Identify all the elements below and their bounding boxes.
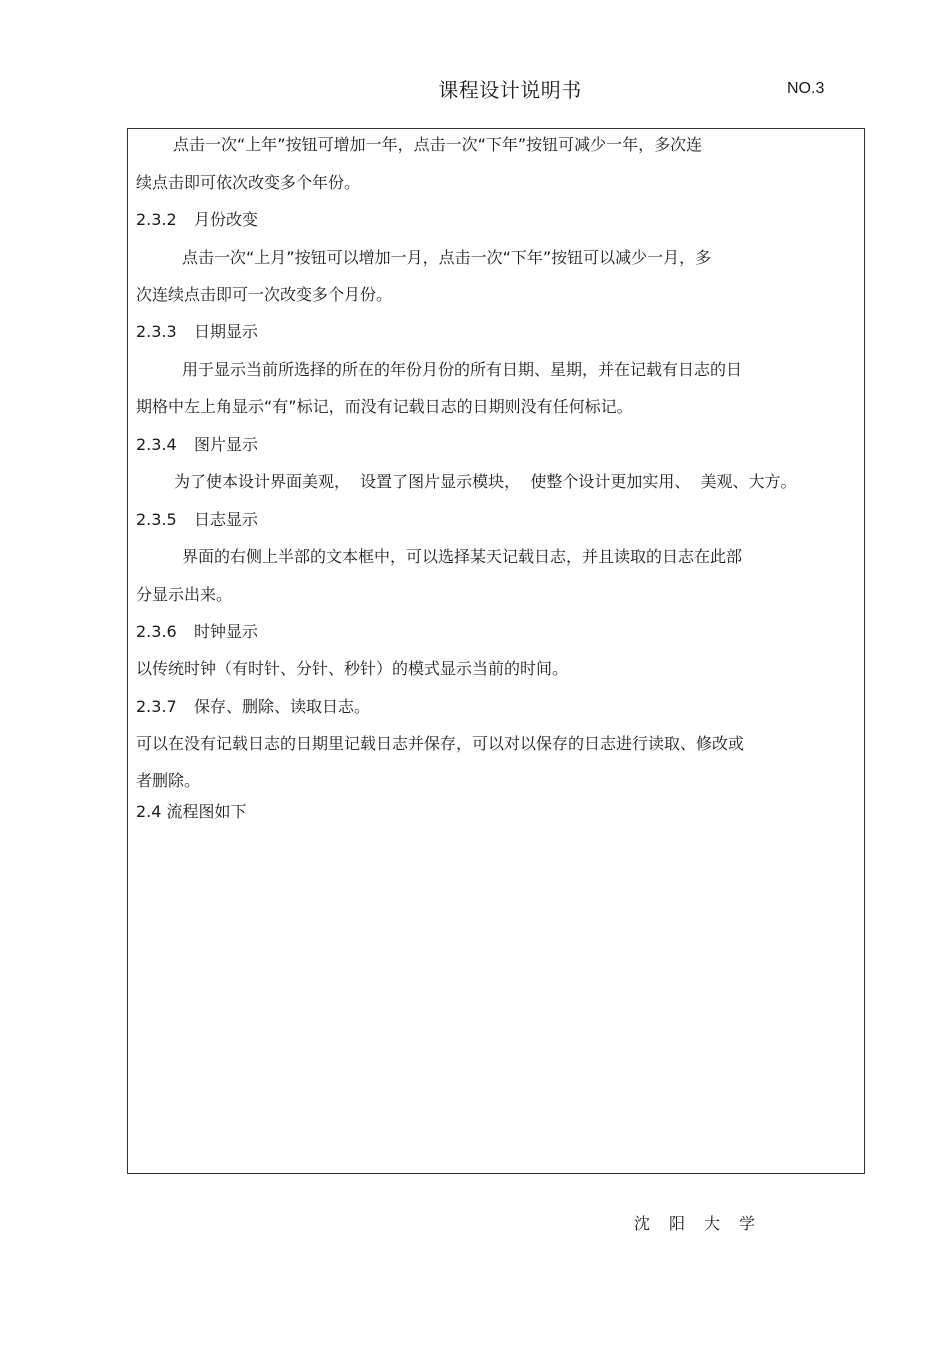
section-number: 2.3.4 <box>136 435 177 454</box>
paragraph-line: 可以在没有记载日志的日期里记载日志并保存，可以对以保存的日志进行读取、修改或 <box>136 734 745 753</box>
paragraph-line: 用于显示当前所选择的所在的年份月份的所有日期、星期，并在记载有日志的日 <box>182 360 743 379</box>
section-title: 日志显示 <box>194 510 259 529</box>
footer-school-name: 沈阳大学 <box>634 1214 775 1233</box>
section-heading-2-3-5 <box>136 510 258 530</box>
paragraph-line: 次连续点击即可一次改变多个月份。 <box>136 285 393 304</box>
section-heading-2-3-2 <box>136 210 258 230</box>
section-title: 日期显示 <box>194 322 259 341</box>
section-heading-2-3-6 <box>136 622 258 642</box>
paragraph-line: 点击一次“上年”按钮可增加一年，点击一次“下年”按钮可减少一年，多次连 <box>173 135 703 154</box>
section-heading-2-3-4 <box>136 435 258 455</box>
section-heading-2-3-3 <box>136 322 258 342</box>
paragraph-line: 续点击即可依次改变多个年份。 <box>136 173 361 192</box>
section-number: 2.3.6 <box>136 622 177 641</box>
section-number: 2.3.5 <box>136 510 177 529</box>
paragraph-line: 者删除。 <box>136 771 201 790</box>
document-title: 课程设计说明书 <box>438 78 582 102</box>
paragraph-line: 以传统时钟（有时针、分针、秒针）的模式显示当前的时间。 <box>136 659 569 678</box>
section-title: 月份改变 <box>194 210 259 229</box>
paragraph-line: 界面的右侧上半部的文本框中，可以选择某天记载日志，并且读取的日志在此部 <box>182 547 743 566</box>
section-title: 保存、删除、读取日志。 <box>194 697 371 716</box>
page-number: NO.3 <box>787 80 825 97</box>
paragraph-line: 点击一次“上月”按钮可以增加一月，点击一次“下年”按钮可以减少一月，多 <box>182 248 712 267</box>
section-heading-2-4: 2.4 流程图如下 <box>136 802 247 821</box>
paragraph-line: 期格中左上角显示“有”标记，而没有记载日志的日期则没有任何标记。 <box>136 397 633 416</box>
section-number: 2.3.7 <box>136 697 177 716</box>
section-title: 图片显示 <box>194 435 259 454</box>
paragraph-line: 分显示出来。 <box>136 585 233 604</box>
section-heading-2-3-7 <box>136 697 370 717</box>
paragraph-line: 为了使本设计界面美观， 设置了图片显示模块， 使整个设计更加实用、 美观、大方。 <box>174 472 797 491</box>
section-number: 2.3.3 <box>136 322 177 341</box>
section-title: 时钟显示 <box>194 622 259 641</box>
section-number: 2.3.2 <box>136 210 177 229</box>
